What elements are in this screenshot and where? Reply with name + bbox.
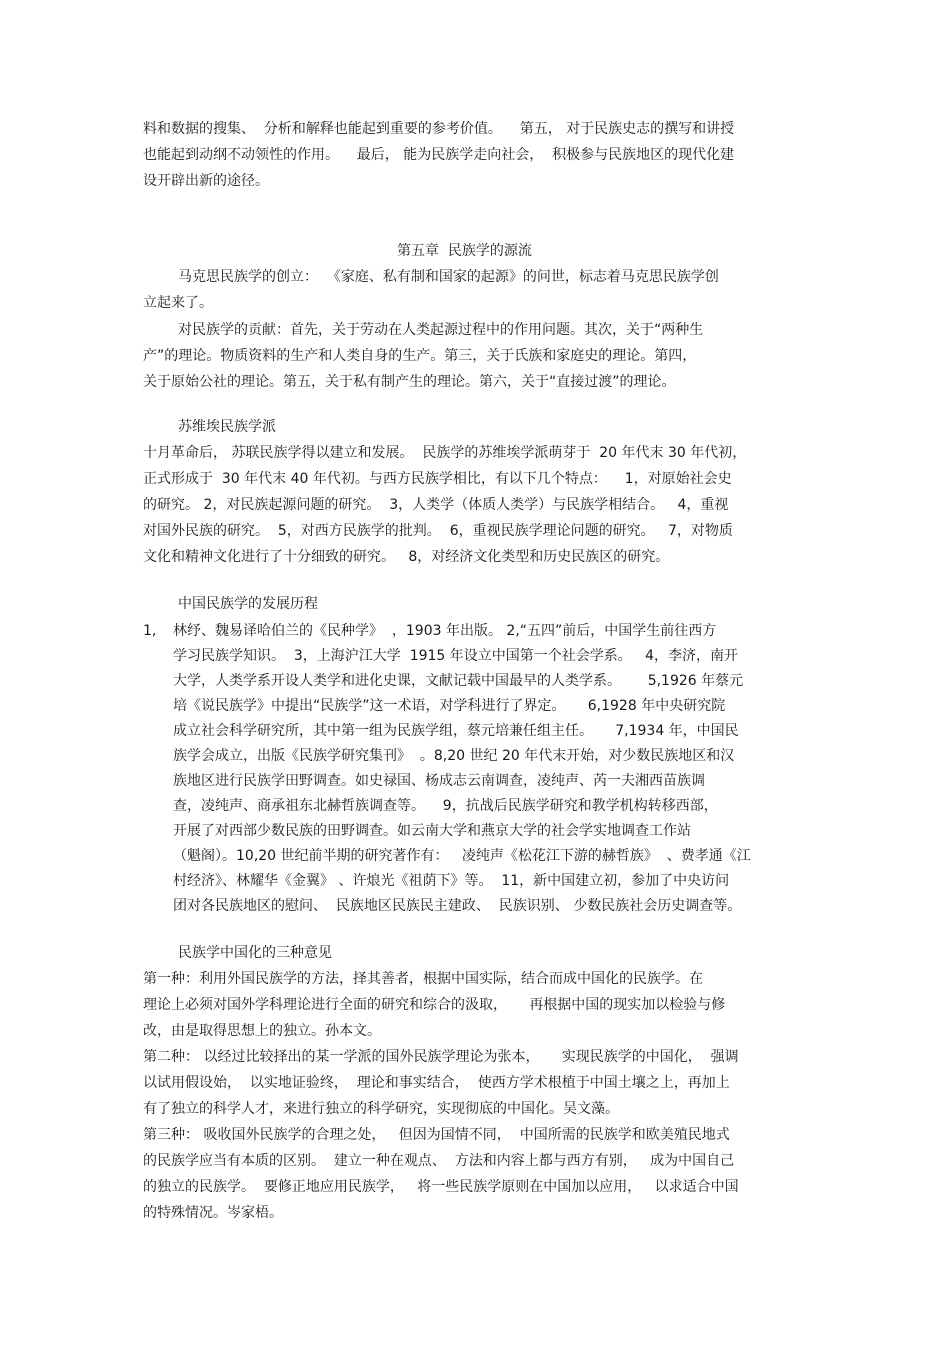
text-line: 设开辟出新的途径。 [143, 173, 269, 189]
text-line: 对民族学的贡献：首先，关于劳动在人类起源过程中的作用问题。其次，关于“两种生 [178, 322, 704, 338]
text-line: 马克思民族学的创立： 《家庭、私有制和国家的起源》的问世，标志着马克思民族学创 [178, 269, 719, 285]
text-line: 也能起到动纲不动领性的作用。 最后， 能为民族学走向社会， 积极参与民族地区的现代化建 [143, 147, 735, 163]
text-line: 的特殊情况。岑家梧。 [143, 1205, 283, 1221]
text-line: 培《说民族学》中提出“民族学”这一术语，对学科进行了界定。 6,1928 年中央研究院 [173, 698, 726, 714]
text-line: 成立社会科学研究所，其中第一组为民族学组，蔡元培兼任组主任。 7,1934 年，中国民 [173, 723, 739, 739]
text-line: 以试用假设始， 以实地证验终， 理论和事实结合， 使西方学术根植于中国土壤之上，再加上 [143, 1075, 730, 1091]
section-heading: 中国民族学的发展历程 [178, 596, 318, 612]
text-line: 文化和精神文化进行了十分细致的研究。 8，对经济文化类型和历史民族区的研究。 [143, 549, 670, 565]
text-line: 第三种： 吸收国外民族学的合理之处， 但因为国情不同， 中国所需的民族学和欧美殖民地式 [143, 1127, 730, 1143]
text-line: 查，凌纯声、商承祖东北赫哲族调查等。 9，抗战后民族学研究和教学机构转移西部， [173, 798, 718, 814]
section-heading: 民族学中国化的三种意见 [178, 945, 332, 961]
text-line: 的研究。 2，对民族起源问题的研究。 3，人类学（体质人类学）与民族学相结合。 4，重视 [143, 497, 729, 513]
text-line: 林纾、魏易译哈伯兰的《民种学》 ，1903 年出版。 2,“五四”前后，中国学生前往西方 [173, 623, 717, 639]
text-line: 十月革命后， 苏联民族学得以建立和发展。 民族学的苏维埃学派萌芽于 20 年代末 30 年代初， [143, 445, 747, 461]
text-line: 正式形成于 30 年代末 40 年代初。与西方民族学相比，有以下几个特点： 1，对原始社会史 [143, 471, 732, 487]
text-line: 关于原始公社的理论。第五，关于私有制产生的理论。第六，关于“直接过渡”的理论。 [143, 374, 676, 390]
text-line: 对国外民族的研究。 5，对西方民族学的批判。 6，重视民族学理论问题的研究。 7，对物质 [143, 523, 733, 539]
text-line: 族学会成立，出版《民族学研究集刊》 。8,20 世纪 20 年代末开始，对少数民族地区和汉 [173, 748, 735, 764]
text-line: 村经济》、林耀华《金翼》 、许烺光《祖荫下》等。 11，新中国建立初，参加了中央访问 [173, 873, 730, 889]
text-line: 改，由是取得思想上的独立。孙本文。 [143, 1023, 381, 1039]
text-line: 产”的理论。物质资料的生产和人类自身的生产。第三，关于氏族和家庭史的理论。第四， [143, 348, 697, 364]
chapter-title: 第五章 民族学的源流 [397, 243, 532, 259]
text-line: （魁阁）。10,20 世纪前半期的研究著作有： 凌纯声《松花江下游的赫哲族》 、费孝通《江 [173, 848, 751, 864]
text-line: 第二种： 以经过比较择出的某一学派的国外民族学理论为张本， 实现民族学的中国化， 强调 [143, 1049, 739, 1065]
text-line: 立起来了。 [143, 295, 213, 311]
text-line: 族地区进行民族学田野调查。如史禄国、杨成志云南调查，凌纯声、芮一夫湘西苗族调 [173, 773, 705, 789]
text-line: 有了独立的科学人才，来进行独立的科学研究，实现彻底的中国化。吴文藻。 [143, 1101, 619, 1117]
text-line: 料和数据的搜集、 分析和解释也能起到重要的参考价值。 第五， 对于民族史志的撰写和讲授 [143, 121, 735, 137]
text-line: 的民族学应当有本质的区别。 建立一种在观点、 方法和内容上都与西方有别， 成为中国自己 [143, 1153, 735, 1169]
list-number: 1, [143, 623, 157, 639]
text-line: 团对各民族地区的慰问、 民族地区民族民主建政、 民族识别、 少数民族社会历史调查等。 [173, 898, 742, 914]
text-line: 大学，人类学系开设人类学和进化史课，文献记载中国最早的人类学系。 5,1926 年蔡元 [173, 673, 744, 689]
text-line: 的独立的民族学。 要修正地应用民族学， 将一些民族学原则在中国加以应用， 以求适合中国 [143, 1179, 739, 1195]
text-line: 开展了对西部少数民族的田野调查。如云南大学和燕京大学的社会学实地调查工作站 [173, 823, 691, 839]
section-heading: 苏维埃民族学派 [178, 419, 276, 435]
text-line: 学习民族学知识。 3，上海沪江大学 1915 年设立中国第一个社会学系。 4，李济，南开 [173, 648, 739, 664]
text-line: 第一种：利用外国民族学的方法，择其善者，根据中国实际，结合而成中国化的民族学。在 [143, 971, 703, 987]
text-line: 理论上必须对国外学科理论进行全面的研究和综合的汲取， 再根据中国的现实加以检验与修 [143, 997, 726, 1013]
